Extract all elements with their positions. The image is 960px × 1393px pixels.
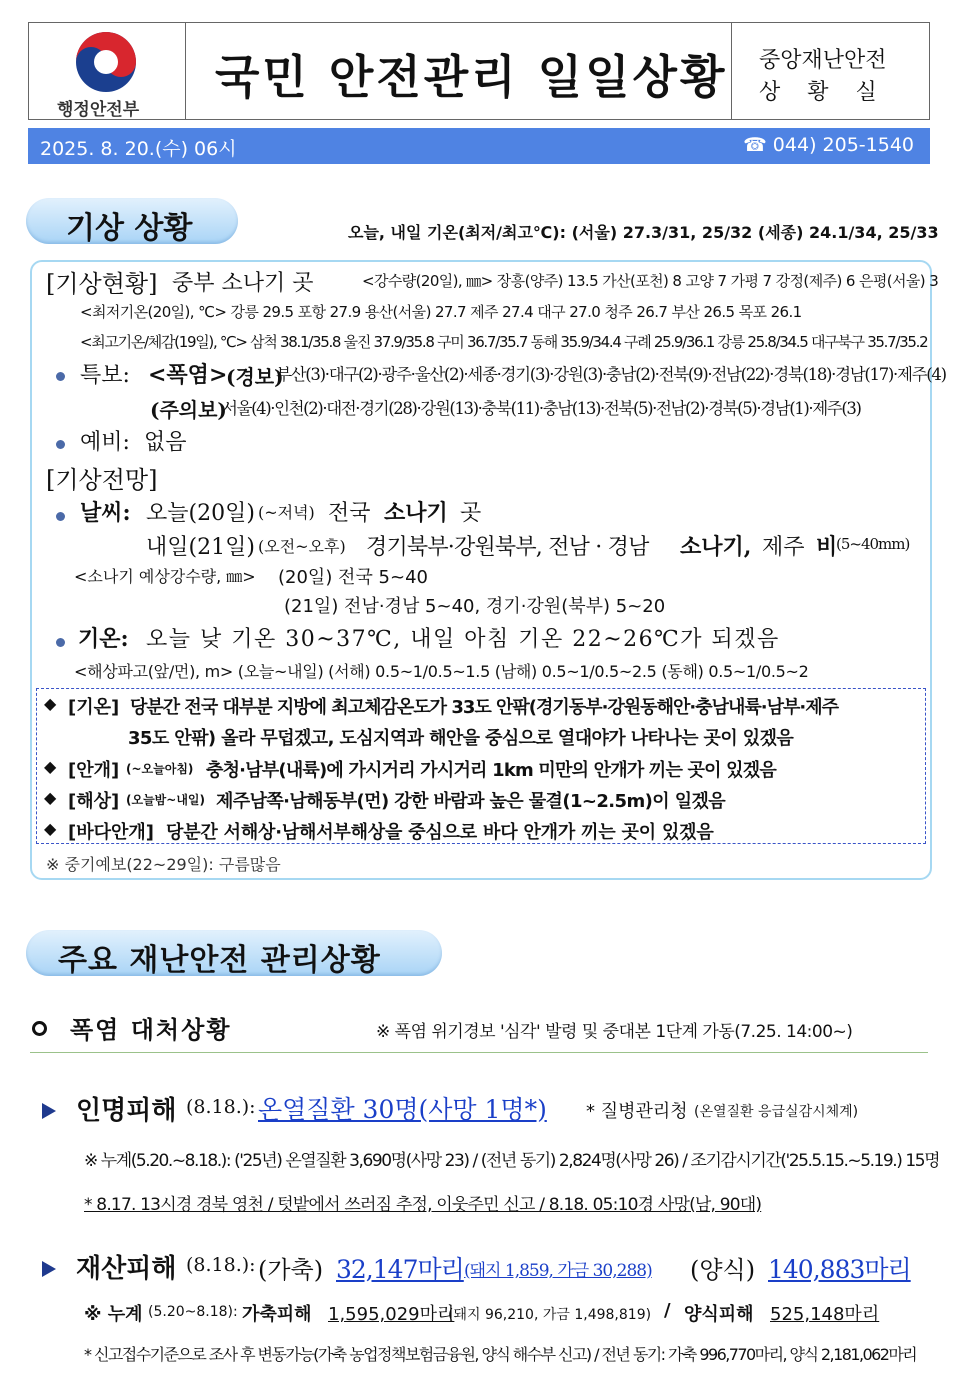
casualty-source: * 질병관리청 <box>586 1101 688 1122</box>
today-desc: 전국 <box>328 501 371 526</box>
tomorrow-desc: 경기북부·강원북부, 전남 · 경남 <box>366 535 649 560</box>
today-tail: 곳 <box>460 501 482 526</box>
alert-2-text: 제주남쪽·남해동부(먼) 강한 바람과 높은 물결(1~2.5m)이 일겠음 <box>216 791 726 812</box>
document-title: 국민 안전관리 일일상황 <box>215 50 728 104</box>
alert-1-sub: (~오늘아침) <box>126 762 194 776</box>
shower-line1: (20일) 전국 5~40 <box>278 567 428 588</box>
shower-label: <소나기 예상강수량, ㎜> <box>74 567 256 586</box>
advisory-label: (주의보) <box>150 398 227 422</box>
alert-diamond-icon: ◆ <box>44 788 57 807</box>
today-label: 오늘(20일) <box>146 501 255 526</box>
bullet-dot-icon <box>56 372 65 381</box>
livestock-detail: (돼지 1,859, 가금 30,288) <box>464 1261 652 1281</box>
advisory-regions: 서울(4)·인천(2)·대전·경기(28)·강원(13)·충북(11)·충남(13)·전북(5)·전남(2)·경북(5)·경남(1)·제주(3) <box>222 399 861 418</box>
contact-phone: ☎ 044) 205-1540 <box>743 134 914 156</box>
tomorrow-time: (오전~오후) <box>258 537 346 556</box>
alert-2-label: [해상] <box>68 791 120 812</box>
disaster-section-title: 주요 재난안전 관리상황 <box>58 943 381 978</box>
alert-diamond-icon: ◆ <box>44 819 57 838</box>
alert-0-text: 당분간 전국 대부분 지방에 최고체감온도가 33도 안팎(경기동부·강원동해안·충남내륙·남부·제주 <box>130 697 838 718</box>
weather-section-title: 기상 상황 <box>66 211 193 246</box>
tomorrow-desc2: 제주 <box>762 535 805 560</box>
heatwave-note: ※ 폭염 위기경보 '심각' 발령 및 중대본 1단계 가동(7.25. 14:00~) <box>376 1022 853 1042</box>
center-name-line1: 중앙재난안전 <box>759 48 887 73</box>
livestock-label: (가축) <box>258 1256 324 1284</box>
current-heading: [기상현황] <box>46 270 158 298</box>
alert-1-text: 충청·남부(내륙)에 가시거리 가시거리 1km 미만의 안개가 끼는 곳이 있겠음 <box>206 760 776 781</box>
aqua-value: 140,883마리 <box>768 1255 911 1284</box>
document-header <box>28 22 930 120</box>
casualty-triangle-icon <box>42 1100 56 1119</box>
alert-0-text2: 35도 안팎) 올라 무덥겠고, 도심지역과 해안을 중심으로 열대야가 나타나는 곳이 있겠음 <box>128 728 794 749</box>
temp-summary: 오늘, 내일 기온(최저/최고℃): (서울) 27.3/31, 25/32 (세종) 24.1/34, 25/33 <box>348 223 939 242</box>
tomorrow-amount: (5~40mm) <box>836 535 910 553</box>
bullet-dot-icon <box>56 512 65 521</box>
special-type: <폭염> <box>148 362 228 388</box>
property-label: 재산피해 <box>76 1254 177 1284</box>
government-emblem-icon <box>73 29 139 95</box>
aqua-cum-value: 525,148마리 <box>770 1304 880 1325</box>
casualty-source-sub: (온열질환 응급실감시체계) <box>694 1104 859 1120</box>
preliminary-value: 없음 <box>144 430 187 455</box>
shower-line2: (21일) 전남·경남 5~40, 경기·강원(북부) 5~20 <box>284 596 666 617</box>
today-bold: 소나기 <box>384 500 448 526</box>
max-temp-line: <최고기온/체감(19일), ℃> 삼척 38.1/35.8 울진 37.9/35.8 구미 36.7/35.7 동해 35.9/34.4 구례 25.9/36.1 강릉 25.8/34.5 대구북구 35.7/35.2 <box>80 333 928 351</box>
weather-bullet <box>56 506 65 525</box>
slash-separator: / <box>664 1300 671 1321</box>
warning-label: (경보) <box>226 365 284 389</box>
tomorrow-label: 내일(21일) <box>146 535 255 560</box>
preliminary-bullet <box>56 434 65 453</box>
preliminary-label: 예비: <box>80 430 130 455</box>
bullet-dot-icon <box>56 638 65 647</box>
today-time: (~저녁) <box>258 503 315 522</box>
casualty-cumulative: ※ 누계(5.20.~8.18.): ('25년) 온열질환 3,690명(사망 23) / (전년 동기) 2,824명(사망 26) / 조기감시기간('25.5.15.~5.19.) 15명 <box>84 1151 940 1171</box>
heatwave-ring-icon <box>32 1018 47 1037</box>
special-label: 특보: <box>80 363 130 388</box>
livestock-cum-label: 가축피해 <box>242 1304 312 1325</box>
forecast-heading: [기상전망] <box>46 466 158 494</box>
weather-section-title-pill <box>26 198 238 244</box>
casualty-value: 온열질환 30명(사망 1명*) <box>258 1095 547 1124</box>
alert-1-label: [안개] <box>68 760 120 781</box>
ministry-logo-cell <box>29 23 186 119</box>
casualty-label: 인명피해 <box>76 1096 177 1126</box>
weather-label: 날씨: <box>80 500 131 526</box>
livestock-cum-value: 1,595,029마리 <box>328 1304 455 1325</box>
alert-2-sub: (오늘밤~내일) <box>126 793 205 807</box>
report-date: 2025. 8. 20.(수) 06시 <box>40 138 237 160</box>
midterm-forecast: ※ 중기예보(22~29일): 구름많음 <box>46 855 281 874</box>
aqua-label: (양식) <box>690 1256 756 1284</box>
rainfall-line: <강수량(20일), ㎜> 장흥(양주) 13.5 가산(포천) 8 고양 7 가평 7 강정(제주) 6 은평(서울) 3 <box>362 272 939 290</box>
temp-label: 기온: <box>78 626 129 652</box>
special-bullet <box>56 366 65 385</box>
tomorrow-bold2: 비 <box>816 534 838 560</box>
property-triangle-icon <box>42 1258 56 1277</box>
current-headline: 중부 소나기 곳 <box>172 271 314 296</box>
ministry-name: 행정안전부 <box>57 100 140 120</box>
title-cell <box>185 23 732 119</box>
livestock-value: 32,147마리 <box>336 1255 464 1284</box>
property-cum-label: ※ 누계 <box>84 1304 143 1325</box>
alert-3-label: [바다안개] <box>68 822 155 843</box>
tomorrow-bold1: 소나기, <box>680 534 752 560</box>
aqua-cum-label: 양식피해 <box>684 1304 754 1325</box>
property-cum-date: (5.20~8.18): <box>148 1304 238 1320</box>
date-bar <box>28 128 930 164</box>
alert-diamond-icon: ◆ <box>44 694 57 713</box>
disaster-section-title-pill <box>26 930 442 976</box>
center-cell <box>731 23 929 119</box>
bullet-dot-icon <box>56 440 65 449</box>
section-divider <box>30 1052 928 1053</box>
center-name-line2: 상 황 실 <box>759 80 887 105</box>
temp-forecast: 오늘 낮 기온 30~37℃, 내일 아침 기온 22~26℃가 되겠음 <box>146 627 780 652</box>
casualty-note: * 8.17. 13시경 경북 영천 / 텃밭에서 쓰러짐 추정, 이웃주민 신고 / 8.18. 05:10경 사망(남, 90대) <box>84 1195 762 1215</box>
livestock-cum-detail: (돼지 96,210, 가금 1,498,819) <box>448 1307 652 1323</box>
alert-3-text: 당분간 서해상·남해서부해상을 중심으로 바다 안개가 끼는 곳이 있겠음 <box>166 822 714 843</box>
temp-bullet <box>56 632 65 651</box>
wave-line: <해상파고(앞/먼), m> (오늘~내일) (서해) 0.5~1/0.5~1.5 (남해) 0.5~1/0.5~2.5 (동해) 0.5~1/0.5~2 <box>74 662 809 681</box>
heatwave-subtitle: 폭염 대처상황 <box>70 1015 232 1044</box>
casualty-date: (8.18.): <box>186 1096 256 1118</box>
min-temp-line: <최저기온(20일), ℃> 강릉 29.5 포항 27.9 용산(서울) 27.7 제주 27.4 대구 27.0 청주 26.7 부산 26.5 목포 26.1 <box>80 303 802 321</box>
alert-diamond-icon: ◆ <box>44 757 57 776</box>
property-note: * 신고접수기준으로 조사 후 변동가능(가축 농업정책보험금융원, 양식 해수부 신고) / 전년 동기: 가축 996,770마리, 양식 2,181,062마리 <box>84 1345 917 1364</box>
property-date: (8.18.): <box>186 1254 256 1276</box>
warning-regions: 부산(3)·대구(2)·광주·울산(2)·세종·경기(3)·강원(3)·충남(2)·전북(9)·전남(22)·경북(18)·경남(17)·제주(4) <box>276 365 946 384</box>
alert-0-label: [기온] <box>68 697 120 718</box>
